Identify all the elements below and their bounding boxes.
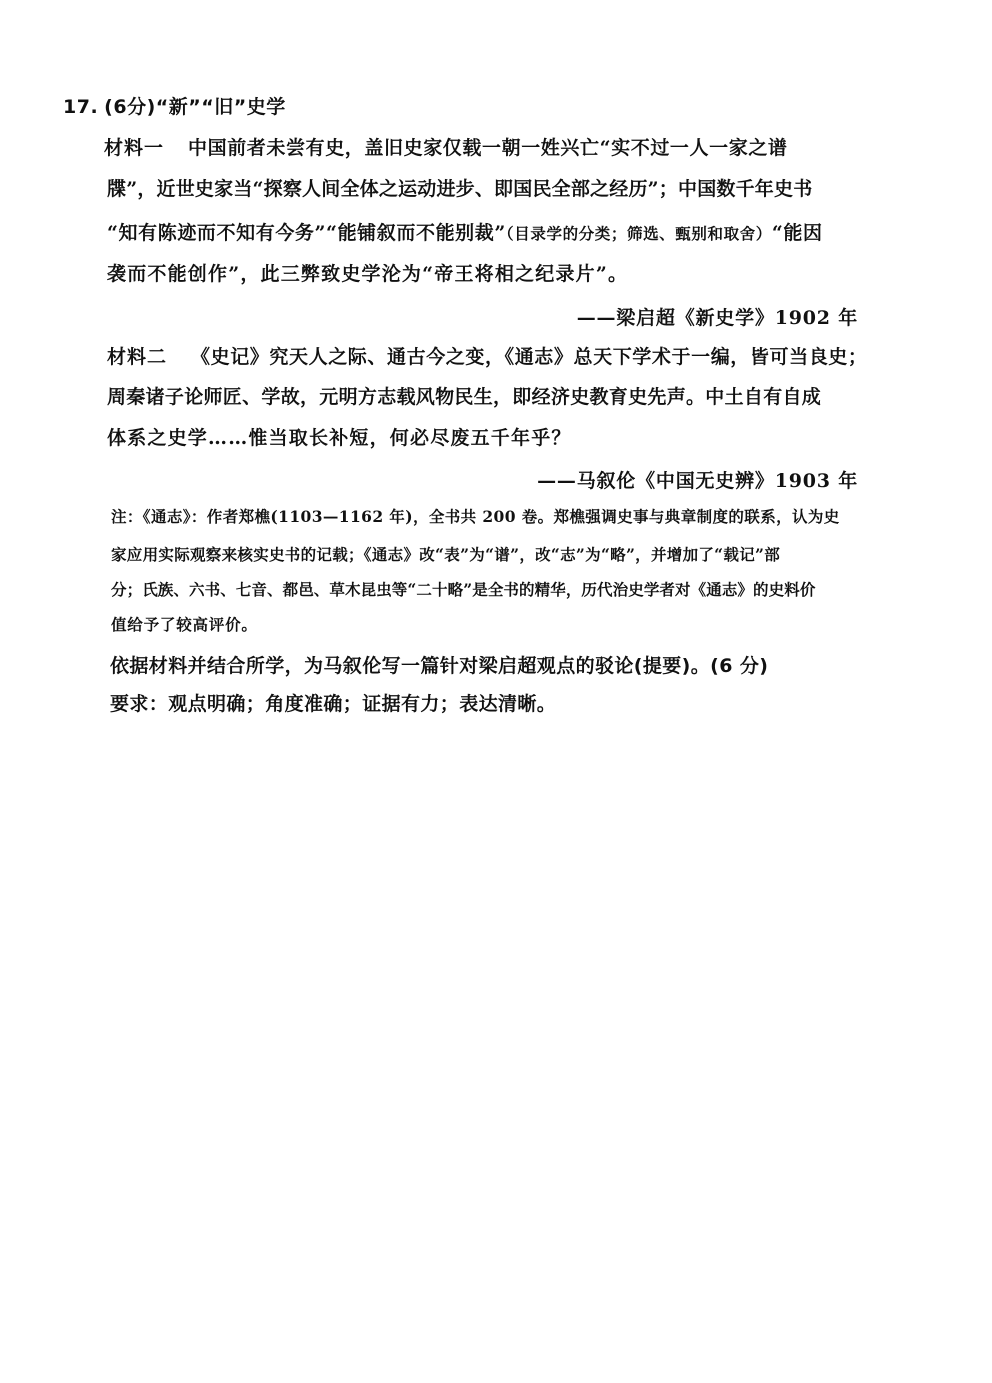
material1-text-line1: 中国前者未尝有史，盖旧史家仅载一朝一姓兴亡“实不过一人一家之谱 — [188, 137, 788, 159]
material1-line3 — [107, 221, 823, 246]
material1-text-line3c: “能因 — [771, 222, 823, 244]
task-instruction: 依据材料并结合所学，为马叙伦写一篇针对梁启超观点的驳论(提要)。(6 分) — [110, 655, 769, 677]
material1-line1 — [104, 136, 788, 160]
material2-source: ——马叙伦《中国无史辨》1903 年 — [537, 470, 858, 492]
material1-line2: 牒”，近世史家当“探察人间全体之运动进步、即国民全部之经历”；中国数千年史书 — [107, 178, 813, 200]
note-line1: 注：《通志》：作者郑樵(1103—1162 年)，全书共 200 卷。郑樵强调史事与典章制度的联系，认为史 — [111, 507, 840, 526]
material2-line2: 周秦诸子论师匠、学故，元明方志载风物民生，即经济史教育史先声。中土自有自成 — [107, 386, 822, 408]
material1-line4: 袭而不能创作”，此三弊致史学沦为“帝王将相之纪录片”。 — [107, 263, 629, 285]
note-line2: 家应用实际观察来核实史书的记载；《通志》改“表”为“谱”，改“志”为“略”，并增加了“载记”部 — [111, 545, 781, 564]
question-heading — [63, 92, 286, 119]
material2-line1 — [107, 345, 868, 369]
material1-source: ——梁启超《新史学》1902 年 — [576, 307, 858, 329]
task-requirements: 要求：观点明确；角度准确；证据有力；表达清晰。 — [110, 693, 557, 715]
material2-line3: 体系之史学……惟当取长补短，何必尽废五千年乎？ — [107, 427, 572, 449]
material1-annotation: （目录学的分类；筛选、甄别和取舍） — [505, 224, 772, 243]
question-title: (6分)“新”“旧”史学 — [104, 96, 286, 118]
material2-text-line1: 《史记》究天人之际、通古今之变，《通志》总天下学术于一编，皆可当良史； — [191, 346, 868, 368]
material1-text-line3a: “知有陈迹而不知有今务”“能铺叙而不能别裁” — [107, 222, 506, 244]
material1-label: 材料一 — [104, 137, 165, 159]
question-number: 17. — [63, 96, 99, 118]
note-line3: 分；氏族、六书、七音、都邑、草木昆虫等“二十略”是全书的精华，历代治史学者对《通志》的史料价 — [111, 580, 816, 599]
note-line4: 值给予了较高评价。 — [111, 615, 258, 634]
material2-label: 材料二 — [107, 346, 168, 368]
